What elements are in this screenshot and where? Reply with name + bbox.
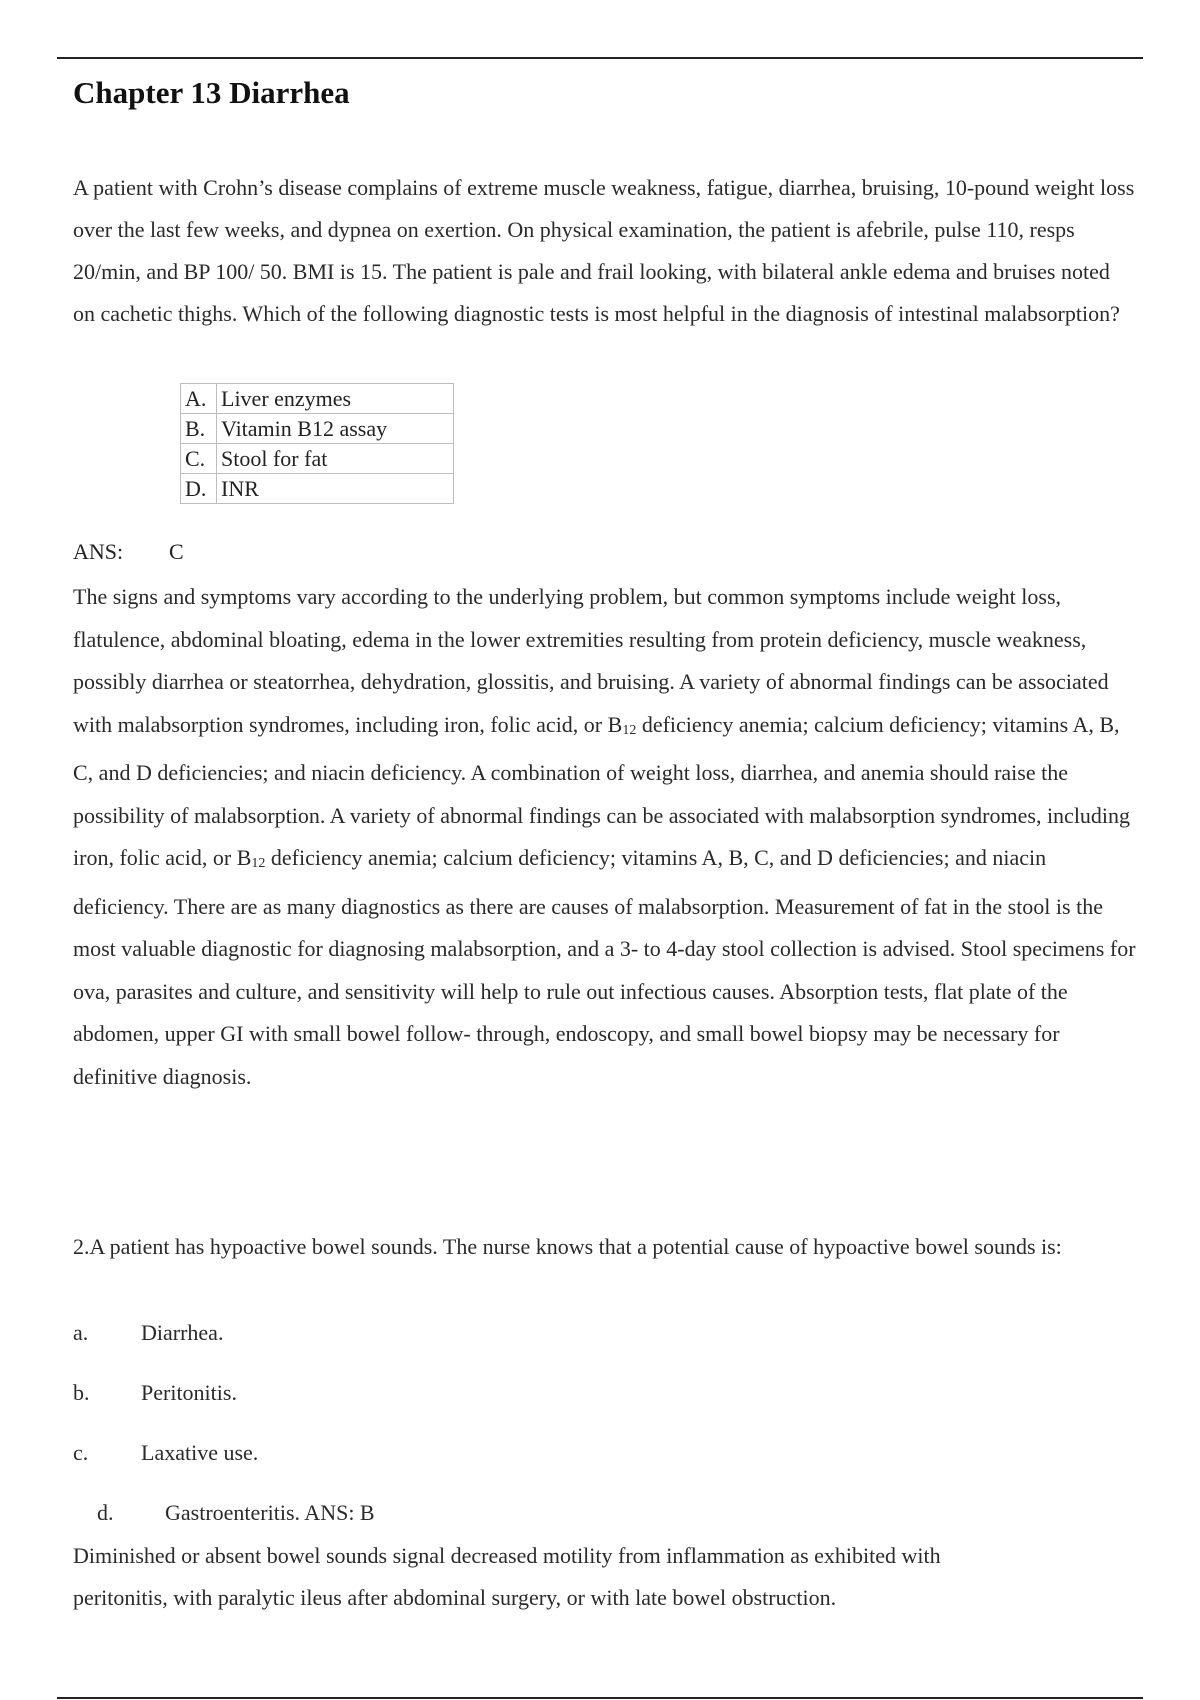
choice-row xyxy=(181,414,454,444)
choice-text: INR xyxy=(217,474,454,504)
question-1-choices-table xyxy=(180,383,454,504)
choice-row xyxy=(181,384,454,414)
option-letter: a. xyxy=(73,1320,89,1345)
choice-letter: B. xyxy=(181,414,217,444)
question-2-option xyxy=(73,1438,259,1468)
question-1-answer xyxy=(73,537,184,567)
answer-value: C xyxy=(169,539,184,564)
rationale-part-1: The signs and symptoms vary according to the underlying problem, but common symptoms include weight loss, flatulence, abdominal bloating, edema in the lower extremities resulting from protein deficiency, muscle weakness, possibly diarrhea or steatorrhea, dehydration, glossitis, and bruising. A variety of abnormal findings can be associated with malabsorption syndromes, including iron, folic acid, or B xyxy=(73,584,1109,737)
option-letter: d. xyxy=(97,1500,114,1525)
option-text: Diarrhea. xyxy=(141,1320,224,1345)
option-text: Gastroenteritis. ANS: B xyxy=(165,1500,375,1525)
choice-row xyxy=(181,474,454,504)
question-2-stem: 2.A patient has hypoactive bowel sounds. The nurse knows that a potential cause of hypoactive bowel sounds is: xyxy=(73,1234,1062,1259)
subscript-12: 12 xyxy=(251,856,266,871)
option-letter: b. xyxy=(73,1380,90,1405)
choice-text: Stool for fat xyxy=(217,444,454,474)
bottom-rule xyxy=(57,1697,1143,1699)
option-text: Laxative use. xyxy=(141,1440,259,1465)
question-2-rationale: Diminished or absent bowel sounds signal decreased motility from inflammation as exhibited with peritonitis, with paralytic ileus after abdominal surgery, or with late bowel obstruction. xyxy=(73,1543,941,1610)
choice-text: Vitamin B12 assay xyxy=(217,414,454,444)
choice-row xyxy=(181,444,454,474)
answer-label: ANS: xyxy=(73,539,124,564)
question-2-option xyxy=(73,1378,237,1408)
choice-letter: A. xyxy=(181,384,217,414)
option-letter: c. xyxy=(73,1440,89,1465)
subscript-12: 12 xyxy=(622,722,637,738)
chapter-title: Chapter 13 Diarrhea xyxy=(73,75,350,110)
rationale-part-3: deficiency anemia; calcium deficiency; vitamins A, B, C, and D deficiencies; and niacin deficiency. There are as many diagnostics as there are causes of malabsorption. Measurement of fat in the stool is the most valuable diagnostic for diagnosing malabsorption, and a 3- to 4-day stool collection is advised. Stool specimens for ova, parasites and culture, and sensitivity will help to rule out infectious causes. Absorption tests, flat plate of the abdomen, upper GI with small bowel follow- through, endoscopy, and small bowel biopsy may be necessary for definitive diagnosis. xyxy=(73,845,1136,1089)
rationale-part-2: deficiency anemia; calcium deficiency; vitamins A, B, C, and D deficiencies; and niacin deficiency. A combination of weight loss, diarrhea, and anemia should raise the possibility of malabsorption. A variety of abnormal findings can be associated with malabsorption syndromes, including iron, folic acid, or B xyxy=(73,711,1131,870)
choice-text: Liver enzymes xyxy=(217,384,454,414)
top-rule xyxy=(57,57,1143,59)
question-1-stem: A patient with Crohn’s disease complains of extreme muscle weakness, fatigue, diarrhea, bruising, 10-pound weight loss over the last few weeks, and dypnea on exertion. On physical examination, the patient is afebrile, pulse 110, resps 20/min, and BP 100/ 50. BMI is 15. The patient is pale and frail looking, with bilateral ankle edema and bruises noted on cachetic thighs. Which of the following diagnostic tests is most helpful in the diagnosis of intestinal malabsorption? xyxy=(73,175,1135,326)
option-text: Peritonitis. xyxy=(141,1380,237,1405)
question-1-rationale xyxy=(73,576,1137,1098)
question-2-option xyxy=(97,1498,375,1528)
choice-letter: D. xyxy=(181,474,217,504)
choice-letter: C. xyxy=(181,444,217,474)
question-2-option xyxy=(73,1318,224,1348)
